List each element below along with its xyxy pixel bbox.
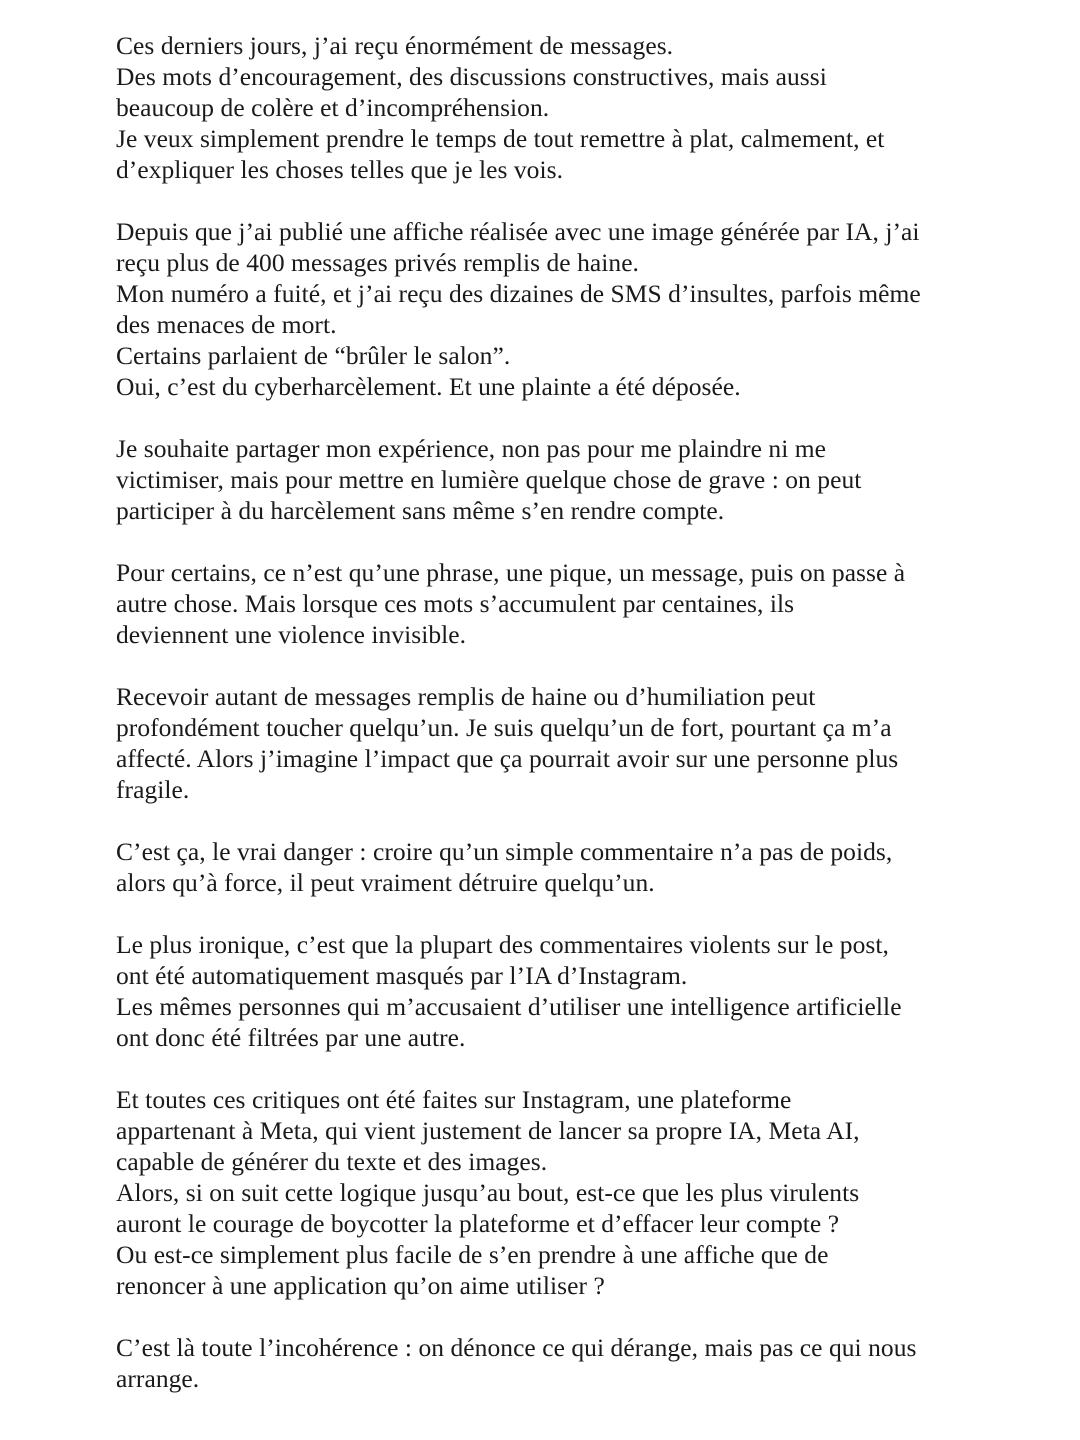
text-line: ont été automatiquement masqués par l’IA d’Instagram. <box>116 961 688 990</box>
text-line: Pour certains, ce n’est qu’une phrase, une pique, un message, puis on passe à <box>116 558 906 587</box>
text-line: appartenant à Meta, qui vient justement de lancer sa propre IA, Meta AI, <box>116 1116 860 1145</box>
text-line: des menaces de mort. <box>116 310 337 339</box>
paragraph <box>116 836 1016 898</box>
text-line: Les mêmes personnes qui m’accusaient d’utiliser une intelligence artificielle <box>116 992 902 1021</box>
text-line: Depuis que j’ai publié une affiche réalisée avec une image générée par IA, j’ai <box>116 217 920 246</box>
text-line: renoncer à une application qu’on aime utiliser ? <box>116 1271 605 1300</box>
text-line: Alors, si on suit cette logique jusqu’au bout, est-ce que les plus virulents <box>116 1178 860 1207</box>
paragraph <box>116 929 1016 1053</box>
text-line: capable de générer du texte et des images. <box>116 1147 548 1176</box>
paragraph <box>116 1084 1016 1301</box>
paragraph <box>116 1332 1016 1394</box>
paragraph <box>116 433 1016 526</box>
text-line: profondément toucher quelqu’un. Je suis quelqu’un de fort, pourtant ça m’a <box>116 713 892 742</box>
text-line: Oui, c’est du cyberharcèlement. Et une plainte a été déposée. <box>116 372 741 401</box>
text-line: auront le courage de boycotter la plateforme et d’effacer leur compte ? <box>116 1209 840 1238</box>
text-line: Je souhaite partager mon expérience, non pas pour me plaindre ni me <box>116 434 827 463</box>
text-line: C’est là toute l’incohérence : on dénonce ce qui dérange, mais pas ce qui nous <box>116 1333 917 1362</box>
text-line: Je veux simplement prendre le temps de tout remettre à plat, calmement, et <box>116 124 885 153</box>
text-line: Et toutes ces critiques ont été faites sur Instagram, une plateforme <box>116 1085 792 1114</box>
text-line: autre chose. Mais lorsque ces mots s’accumulent par centaines, ils <box>116 589 795 618</box>
text-line: victimiser, mais pour mettre en lumière quelque chose de grave : on peut <box>116 465 862 494</box>
text-line: participer à du harcèlement sans même s’en rendre compte. <box>116 496 725 525</box>
text-line: deviennent une violence invisible. <box>116 620 467 649</box>
text-line: arrange. <box>116 1364 200 1393</box>
text-line: reçu plus de 400 messages privés remplis de haine. <box>116 248 639 277</box>
text-line: affecté. Alors j’imagine l’impact que ça pourrait avoir sur une personne plus <box>116 744 899 773</box>
text-line: C’est ça, le vrai danger : croire qu’un simple commentaire n’a pas de poids, <box>116 837 893 866</box>
text-line: Recevoir autant de messages remplis de haine ou d’humiliation peut <box>116 682 816 711</box>
text-line: Ou est-ce simplement plus facile de s’en prendre à une affiche que de <box>116 1240 829 1269</box>
text-line: fragile. <box>116 775 190 804</box>
text-line: ont donc été filtrées par une autre. <box>116 1023 466 1052</box>
text-line: beaucoup de colère et d’incompréhension. <box>116 93 550 122</box>
text-line: alors qu’à force, il peut vraiment détruire quelqu’un. <box>116 868 655 897</box>
paragraph <box>116 30 1016 185</box>
text-line: Certains parlaient de “brûler le salon”. <box>116 341 511 370</box>
text-line: Le plus ironique, c’est que la plupart des commentaires violents sur le post, <box>116 930 889 959</box>
paragraph <box>116 557 1016 650</box>
text-line: Ces derniers jours, j’ai reçu énormément de messages. <box>116 31 674 60</box>
text-line: Mon numéro a fuité, et j’ai reçu des dizaines de SMS d’insultes, parfois même <box>116 279 921 308</box>
text-line: d’expliquer les choses telles que je les vois. <box>116 155 564 184</box>
paragraph <box>116 681 1016 805</box>
text-line: Des mots d’encouragement, des discussions constructives, mais aussi <box>116 62 827 91</box>
paragraph <box>116 216 1016 402</box>
document-body <box>116 30 1016 1394</box>
